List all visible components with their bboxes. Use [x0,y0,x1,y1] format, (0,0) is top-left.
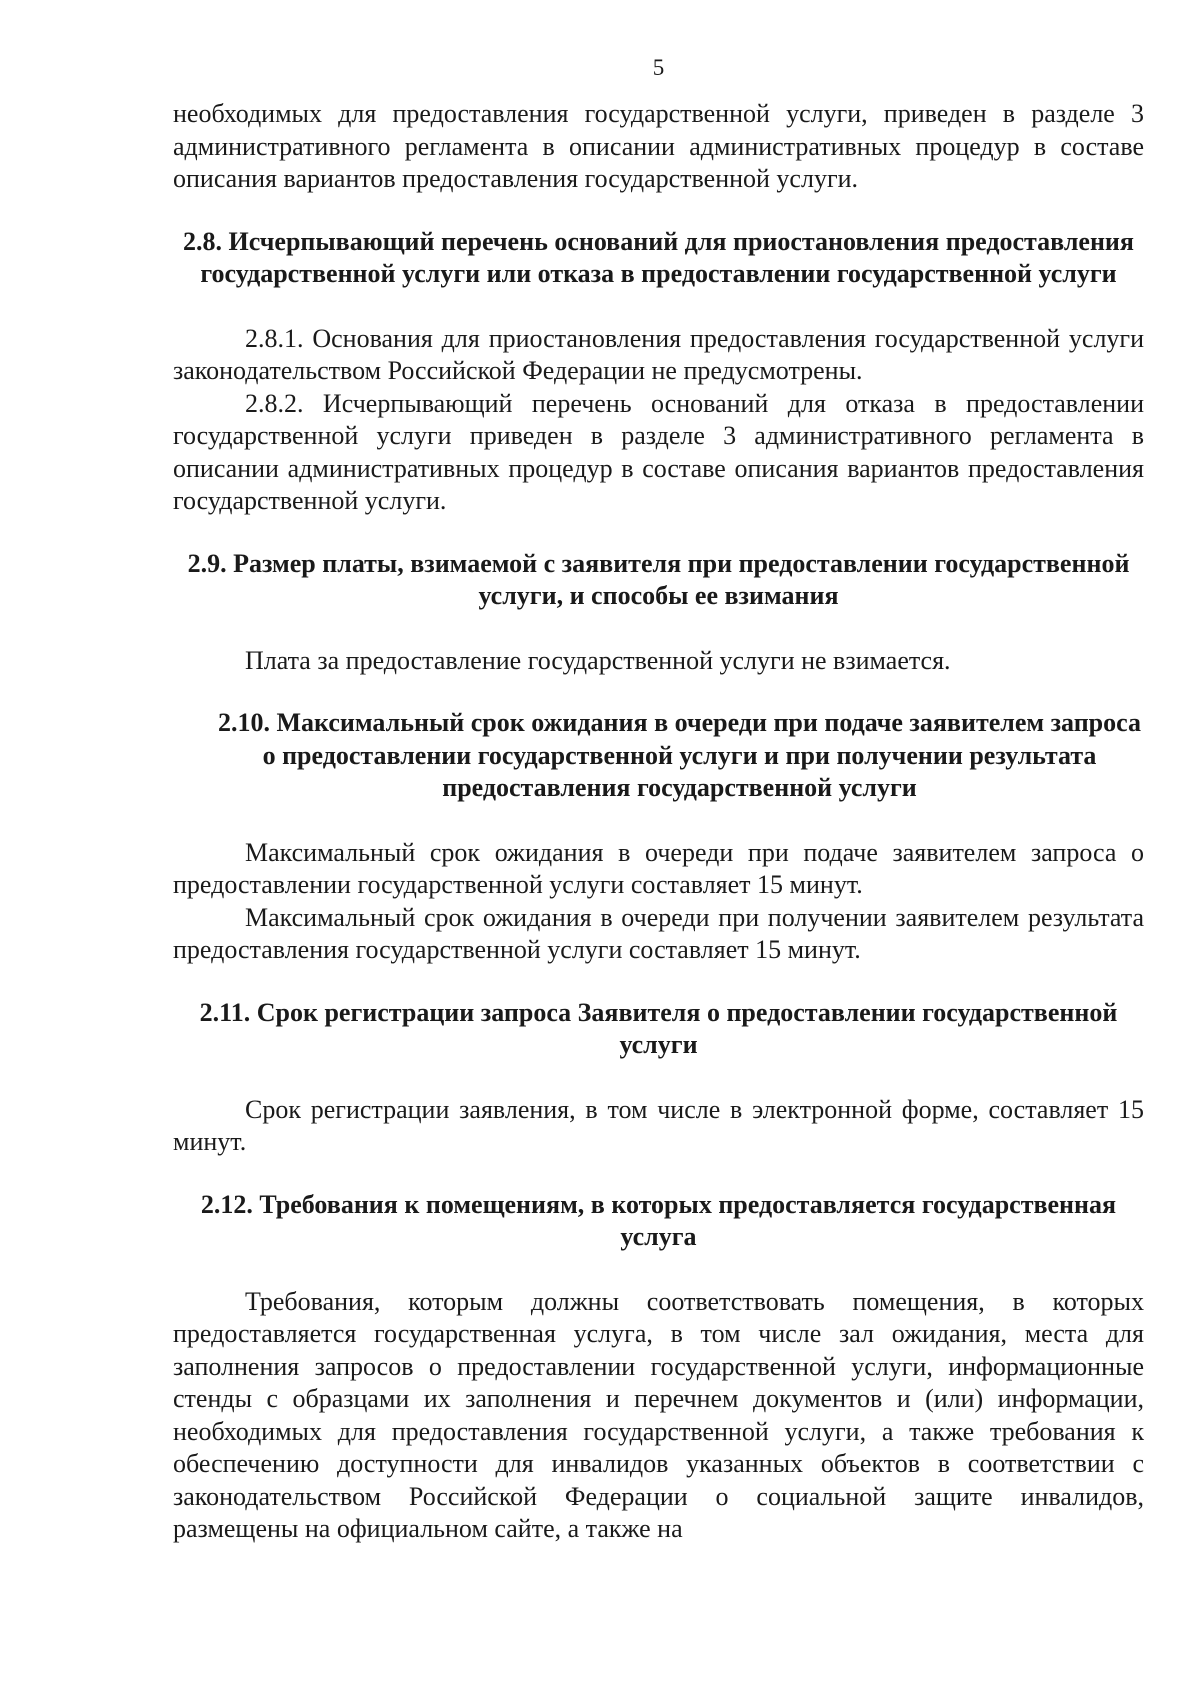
document-page [173,52,1144,1546]
paragraph: 2.8.2. Исчерпывающий перечень оснований для отказа в предоставлении государственной услуги приведен в разделе 3 административного регламента в описании административных процедур в составе описания вариантов предоставления государственной услуги. [173,388,1144,515]
paragraph: Срок регистрации заявления, в том числе в электронной форме, составляет 15 минут. [173,1094,1144,1156]
paragraph: Требования, которым должны соответствовать помещения, в которых предоставляется государственная услуга, в том числе зал ожидания, места для заполнения запросов о предоставлении государственной услуги, информационные стенды с образцами их заполнения и перечнем документов и (или) информации, необходимых для предоставления государственной услуги, а также требования к обеспечению доступности для инвалидов указанных объектов в соответствии с законодательством Российской Федерации о социальной защите инвалидов, размещены на официальном сайте, а также на [173,1286,1144,1543]
paragraph: Максимальный срок ожидания в очереди при подаче заявителем запроса о предоставлении государственной услуги составляет 15 минут. [173,837,1144,899]
page-number: 5 [652,55,665,80]
intro-paragraph: необходимых для предоставления государственной услуги, приведен в разделе 3 административного регламента в описании административных процедур в составе описания вариантов предоставления государственной услуги. [173,99,1144,193]
paragraph: Плата за предоставление государственной услуги не взимается. [245,645,951,675]
section-heading: 2.11. Срок регистрации запроса Заявителя о предоставлении государственной услуги [199,997,1118,1059]
section-heading: 2.10. Максимальный срок ожидания в очереди при подаче заявителем запроса о предоставлении государственной услуги и при получении результата предоставления государственной услуги [217,708,1141,802]
section-2-9 [173,548,1144,678]
section-2-10 [173,707,1144,967]
section-2-11 [173,997,1144,1159]
section-2-12 [173,1189,1144,1546]
paragraph: Максимальный срок ожидания в очереди при получении заявителем результата предоставления государственной услуги составляет 15 минут. [173,902,1144,964]
section-2-8 [173,226,1144,518]
section-heading: 2.9. Размер платы, взимаемой с заявителя при предоставлении государственной услуги, и способы ее взимания [187,548,1130,610]
paragraph: 2.8.1. Основания для приостановления предоставления государственной услуги законодательством Российской Федерации не предусмотрены. [173,323,1144,385]
section-heading: 2.8. Исчерпывающий перечень оснований для приостановления предоставления государственной услуги или отказа в предоставлении государственной услуги [183,226,1134,288]
section-heading: 2.12. Требования к помещениям, в которых предоставляется государственная услуга [200,1189,1117,1251]
